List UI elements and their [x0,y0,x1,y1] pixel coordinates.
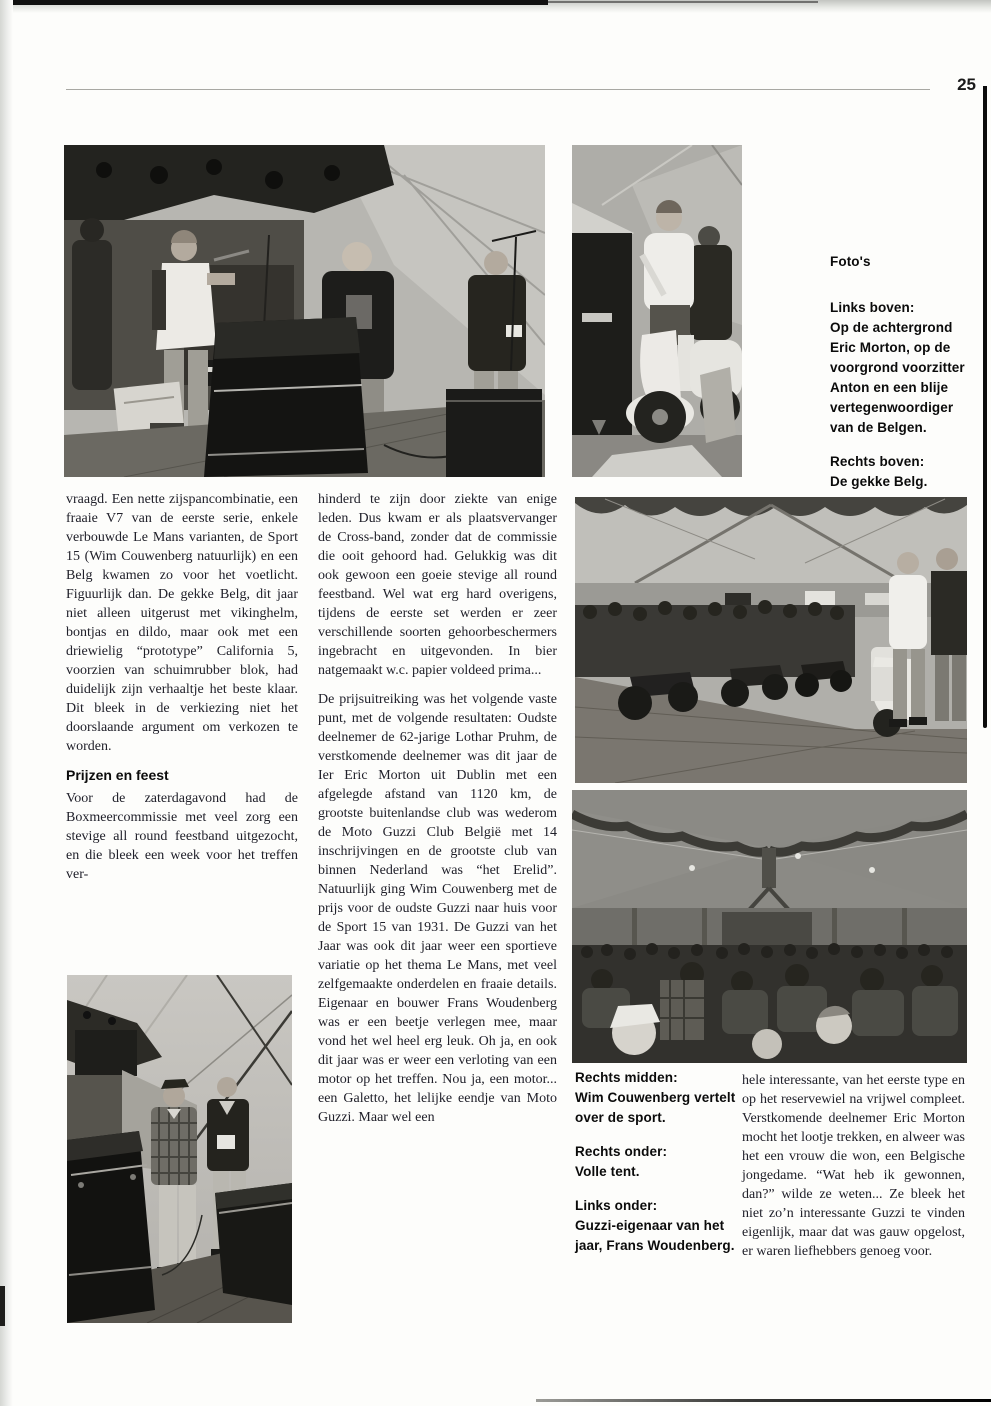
caption-links-boven [830,298,980,438]
scan-bottom-line [536,1399,991,1402]
caption-title: Rechts midden: [575,1070,678,1085]
paragraph: hinderd te zijn door ziekte van enige leden. Dus kwam er als plaatsvervanger de Cross-band, zonder dat de commissie die ooit gehoord had. Gelukkig was dit ook gewoon een goeie stevige all round feestband. Wel wat erg hard overigens, tijdens de eerste set werden er zeer verschillende soorten gehoorbeschermers ingebracht en uitgevonden. In bier natgemaakt w.c. papier voldeed prima... [318,492,557,678]
caption-rechts-boven [830,452,980,492]
paragraph: De prijsuitreiking was het volgende vaste punt, met de volgende resultaten: Oudste deelnemer de 62-jarige Lothar Pruhm, de verstkomende deelnemer was dit jaar de Ier Eric Morton uit Dublin met een afgelegde afstand van 1120 km, de grootste buitenlandse club was wederom de Moto Guzzi Club België met 14 inschrijvingen en de grootste club van binnen Nederland was “het Erelid”. Natuurlijk ging Wim Couwenberg met de prijs voor de oudste Guzzi naar huis voor de Sport 15 van 1931. De Guzzi van het Jaar was ook dit jaar weer een sportieve variatie op het thema Le Mans, met veel zelfgemaakte onderdelen en fraaie details. Eigenaar en bouwer Frans Woudenberg was er een beetje verlegen mee, maar vond het wel heel erg leuk. Oh ja, en ook dit jaar was er weer een verloting van een motor op het treffen. Nou ja, een motor... een Galetto, het lelijke eendje van Moto Guzzi. Maar wel een [318,692,557,1125]
captions-header: Foto's [830,254,871,269]
photo-prize-stage [67,975,292,1323]
caption-title: Links onder: [575,1198,658,1213]
caption-body: Guzzi-eigenaar van het jaar, Frans Woudenberg. [575,1218,735,1253]
caption-body: De gekke Belg. [830,474,928,489]
scan-left-edge [0,0,13,1406]
photo-captions-bottom [575,1068,740,1270]
scan-right-line [983,86,987,728]
header-rule [66,89,930,90]
tent-motorcycles-illustration [575,497,967,783]
paragraph: Voor de zaterdagavond had de Boxmeercommissie met veel zorg een stevige all round feestband uitgezocht, en die bleek een week voor het treffen ver- [66,791,298,882]
scan-top-line [0,0,548,5]
photo-volle-tent [572,790,967,1063]
article-column-3 [742,1071,965,1261]
prize-stage-illustration [67,975,292,1323]
section-heading: Prijzen en feest [66,767,169,783]
caption-rechts-midden [575,1068,740,1128]
crowd-tent-illustration [572,790,967,1063]
caption-rechts-onder [575,1142,740,1182]
photo-scooter-belg [572,145,742,477]
caption-body: Wim Couwenberg vertelt over de sport. [575,1090,736,1125]
caption-title: Rechts boven: [830,454,925,469]
scan-bottom-nub [0,1286,5,1326]
scooter-illustration [572,145,742,477]
scan-top-line-faint [548,1,818,3]
caption-title: Links boven: [830,300,915,315]
photo-tent-motorcycles [575,497,967,783]
page-number: 25 [957,75,976,94]
caption-title: Rechts onder: [575,1144,668,1159]
paragraph: hele interessante, van het eerste type en op het reservewiel na vrijwel compleet. Verstkomende deelnemer Eric Morton mocht het lootje trekken, en alweer was het een vrouw die won, een Belgische jongedame. “Wat heb ik gewonnen, dan?” wilde ze weten... Ze bleek het niet zo’n interessante Guzzi te vinden eigenlijk, maar dat was gauw opgelost, er waren liefhebbers genoeg voor. [742,1073,965,1259]
caption-links-onder [575,1196,740,1256]
stage-band-illustration [64,145,545,477]
caption-body: Op de achtergrond Eric Morton, op de voorgrond voorzitter Anton en een blije vertegenwoordiger van de Belgen. [830,320,965,435]
article-column-2 [318,490,557,1127]
caption-body: Volle tent. [575,1164,640,1179]
article-column-1 [66,490,298,884]
photo-captions-right [830,252,980,506]
photo-stage-band [64,145,545,477]
paragraph: vraagd. Een nette zijspancombinatie, een fraaie V7 van de eerste serie, enkele verbouwde Le Mans varianten, de Sport 15 (Wim Couwenberg natuurlijk) en een Belg kwamen zo voor het voetlicht. Figuurlijk dan. De gekke Belg, dit jaar niet alleen uitgerust met vikinghelm, bontjas en dildo, maar ook met een driewielig “prototype” California 5, voorzien van schuimrubber blok, had duidelijk zijn verhaaltje het beste klaar. Dit bleek in de verkiezing niet het doorslaande argument om verkozen te worden. [66,492,298,754]
